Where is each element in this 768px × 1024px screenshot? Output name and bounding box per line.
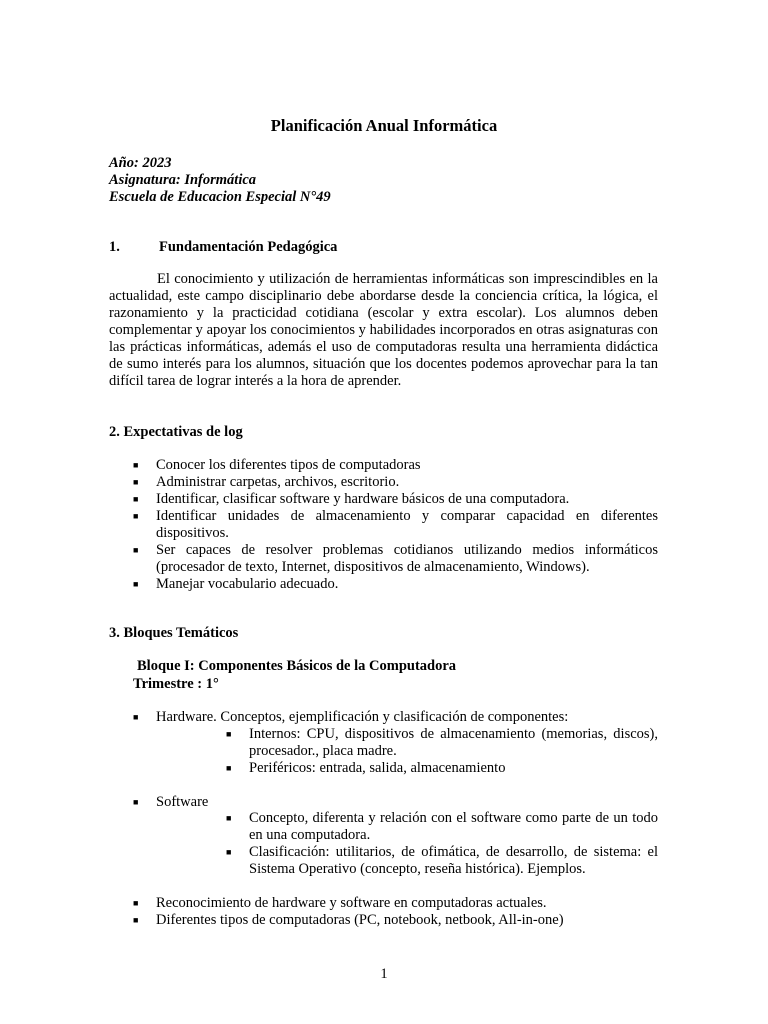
bullet-icon: ■ xyxy=(133,545,139,555)
list-item: ■ Clasificación: utilitarios, de ofimática, de desarrollo, de sistema: el Sistema Operativo (concepto, reseña histórica). Ejemplos. xyxy=(226,844,658,877)
list-item: ■ Administrar carpetas, archivos, escritorio. xyxy=(133,474,400,490)
list-item: ■ Manejar vocabulario adecuado. xyxy=(133,576,339,592)
list-item: ■ Hardware. Conceptos, ejemplificación y clasificación de componentes: xyxy=(133,709,569,725)
list-item: ■ Diferentes tipos de computadoras (PC, notebook, netbook, All-in-one) xyxy=(133,912,564,928)
bullet-icon: ■ xyxy=(133,477,139,487)
section2-list xyxy=(133,457,658,593)
section2-heading: 2. Expectativas de log xyxy=(109,424,243,440)
software-list xyxy=(133,794,658,811)
bullet-icon: ■ xyxy=(133,712,139,722)
bullet-icon: ■ xyxy=(226,729,232,739)
bullet-icon: ■ xyxy=(226,763,232,773)
list-item: ■ Reconocimiento de hardware y software en computadoras actuales. xyxy=(133,895,547,911)
school-line: Escuela de Educacion Especial N°49 xyxy=(109,189,331,205)
list-item: ■ Concepto, diferenta y relación con el software como parte de un todo en una computadora. xyxy=(226,810,658,843)
list-item: ■ Conocer los diferentes tipos de computadoras xyxy=(133,457,421,473)
list-item: ■ Internos: CPU, dispositivos de almacenamiento (memorias, discos), procesador., placa madre. xyxy=(226,726,658,759)
bullet-icon: ■ xyxy=(133,460,139,470)
section1-number: 1. xyxy=(109,239,120,255)
section3-heading: 3. Bloques Temáticos xyxy=(109,625,239,641)
list-item: ■ Ser capaces de resolver problemas cotidianos utilizando medios informáticos (procesador de texto, Internet, dispositivos de almacenamiento, Windows). xyxy=(133,542,658,575)
trimester-label: Trimestre : 1° xyxy=(133,676,219,692)
bullet-icon: ■ xyxy=(133,579,139,589)
bullet-icon: ■ xyxy=(133,797,139,807)
subject-line: Asignatura: Informática xyxy=(109,172,257,188)
list-item: ■ Identificar unidades de almacenamiento y comparar capacidad en diferentes dispositivos. xyxy=(133,508,658,541)
document-title: Planificación Anual Informática xyxy=(270,116,498,135)
bullet-icon: ■ xyxy=(226,813,232,823)
bullet-icon: ■ xyxy=(133,898,139,908)
list-item: ■ Identificar, clasificar software y hardware básicos de una computadora. xyxy=(133,491,570,507)
hardware-sublist xyxy=(226,726,658,777)
bullet-icon: ■ xyxy=(133,494,139,504)
section1-heading: Fundamentación Pedagógica xyxy=(159,239,338,255)
year-line: Año: 2023 xyxy=(109,155,172,171)
block-title: Bloque I: Componentes Básicos de la Computadora xyxy=(137,658,457,674)
list-item: ■ Software xyxy=(133,794,209,810)
list-item: ■ Periféricos: entrada, salida, almacenamiento xyxy=(226,760,506,776)
software-sublist xyxy=(226,810,658,878)
page-number: 1 xyxy=(380,966,388,982)
bullet-icon: ■ xyxy=(133,511,139,521)
hardware-list xyxy=(133,709,658,726)
section1-paragraph: El conocimiento y utilización de herramientas informáticas son imprescindibles en la actualidad, este campo disciplinario debe abordarse desde la conciencia crítica, la lógica, el razonamiento y la practicidad cotidiana (escolar y extra escolar). Los alumnos deben complementar y apoyar los conocimientos y habilidades incorporados en otras asignaturas con las prácticas informáticas, además el uso de computadoras resulta una herramienta didáctica de sumo interés para los alumnos, situación que los docentes podemos aprovechar para la tan difícil tarea de lograr interés a la hora de aprender. xyxy=(109,271,658,389)
bullet-icon: ■ xyxy=(133,915,139,925)
bullet-icon: ■ xyxy=(226,847,232,857)
section3-list xyxy=(133,895,658,929)
